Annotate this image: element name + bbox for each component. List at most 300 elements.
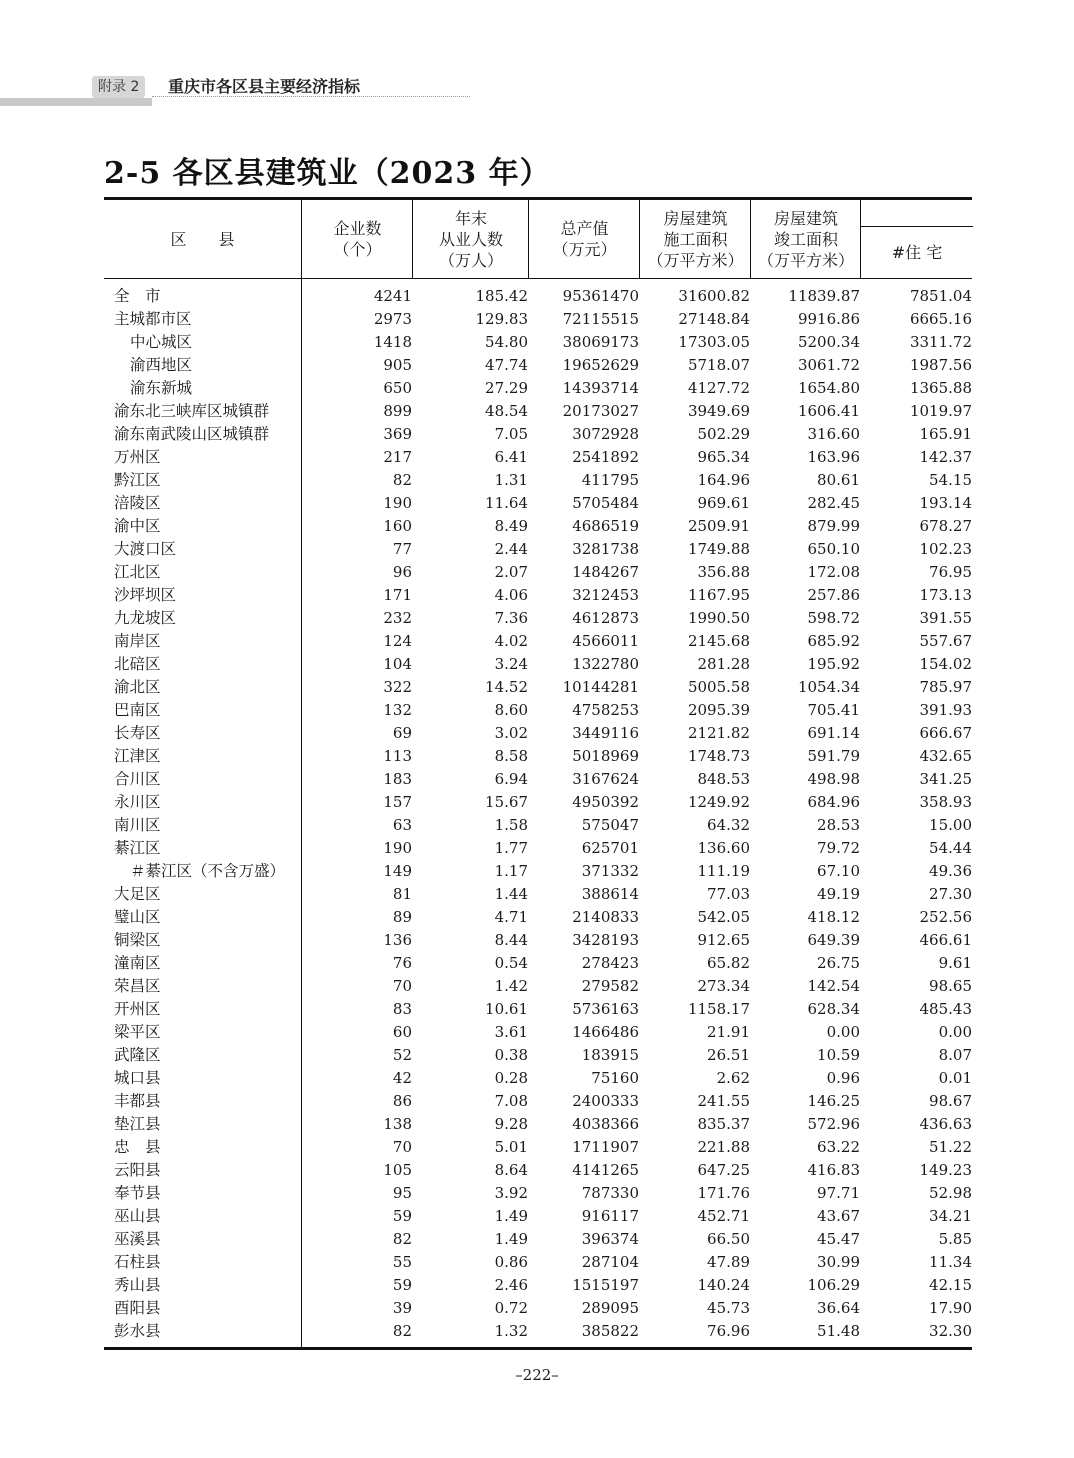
cell-enterprises: 70 <box>392 977 412 995</box>
table-row <box>104 423 972 446</box>
cell-enterprises: 217 <box>383 448 412 466</box>
cell-employees: 1.49 <box>494 1230 528 1248</box>
table-row <box>104 354 972 377</box>
cell-district: 彭水县 <box>114 1322 161 1340</box>
cell-employees: 0.86 <box>494 1253 528 1271</box>
table-row <box>104 1044 972 1067</box>
cell-completed-area: 80.61 <box>817 471 860 489</box>
cell-district: 荣昌区 <box>114 977 161 995</box>
cell-output: 4141265 <box>572 1161 639 1179</box>
cell-completed-area: 572.96 <box>807 1115 860 1133</box>
cell-output: 1322780 <box>572 655 639 673</box>
cell-enterprises: 76 <box>392 954 412 972</box>
cell-district: 永川区 <box>114 793 161 811</box>
header-completed-area: 房屋建筑 竣工面积 （万平方米） <box>750 200 861 278</box>
cell-construction-area: 356.88 <box>697 563 750 581</box>
cell-construction-area: 241.55 <box>697 1092 750 1110</box>
cell-housing: 9.61 <box>938 954 972 972</box>
cell-completed-area: 67.10 <box>817 862 860 880</box>
page-number: –222– <box>515 1366 559 1384</box>
cell-housing: 15.00 <box>929 816 972 834</box>
cell-employees: 1.58 <box>494 816 528 834</box>
cell-output: 3428193 <box>572 931 639 949</box>
cell-enterprises: 77 <box>392 540 412 558</box>
cell-enterprises: 70 <box>392 1138 412 1156</box>
cell-district: 武隆区 <box>114 1046 161 1064</box>
cell-district: 中心城区 <box>130 333 193 351</box>
cell-district: 南岸区 <box>114 632 161 650</box>
cell-housing: 391.93 <box>919 701 972 719</box>
cell-output: 3281738 <box>572 540 639 558</box>
cell-construction-area: 835.37 <box>697 1115 750 1133</box>
cell-completed-area: 45.47 <box>817 1230 860 1248</box>
cell-construction-area: 4127.72 <box>687 379 750 397</box>
header-construction-area: 房屋建筑 施工面积 （万平方米） <box>639 200 751 278</box>
cell-district: 渝东新城 <box>130 379 193 397</box>
cell-district: 江津区 <box>114 747 161 765</box>
cell-enterprises: 369 <box>383 425 412 443</box>
cell-employees: 4.71 <box>494 908 528 926</box>
cell-construction-area: 27148.84 <box>678 310 750 328</box>
cell-enterprises: 82 <box>392 1230 412 1248</box>
cell-employees: 3.61 <box>494 1023 528 1041</box>
cell-district: 大足区 <box>114 885 161 903</box>
cell-district: 巫溪县 <box>114 1230 161 1248</box>
cell-enterprises: 86 <box>392 1092 412 1110</box>
cell-completed-area: 705.41 <box>807 701 860 719</box>
cell-employees: 8.44 <box>494 931 528 949</box>
cell-employees: 1.31 <box>494 471 528 489</box>
cell-construction-area: 21.91 <box>707 1023 750 1041</box>
cell-housing: 154.02 <box>919 655 972 673</box>
table-row <box>104 538 972 561</box>
cell-housing: 0.00 <box>938 1023 972 1041</box>
cell-output: 279582 <box>581 977 639 995</box>
cell-employees: 5.01 <box>494 1138 528 1156</box>
cell-output: 1515197 <box>572 1276 639 1294</box>
cell-district: 九龙坡区 <box>114 609 177 627</box>
cell-employees: 47.74 <box>485 356 528 374</box>
cell-completed-area: 11839.87 <box>788 287 860 305</box>
cell-employees: 10.61 <box>485 1000 528 1018</box>
cell-employees: 129.83 <box>475 310 528 328</box>
cell-completed-area: 195.92 <box>807 655 860 673</box>
cell-construction-area: 164.96 <box>697 471 750 489</box>
cell-housing: 102.23 <box>919 540 972 558</box>
cell-completed-area: 79.72 <box>817 839 860 857</box>
cell-enterprises: 232 <box>383 609 412 627</box>
cell-output: 2541892 <box>572 448 639 466</box>
cell-district: 涪陵区 <box>114 494 161 512</box>
table-row <box>104 308 972 331</box>
cell-output: 396374 <box>581 1230 639 1248</box>
table-row <box>104 1297 972 1320</box>
cell-enterprises: 69 <box>392 724 412 742</box>
cell-completed-area: 30.99 <box>817 1253 860 1271</box>
cell-completed-area: 43.67 <box>817 1207 860 1225</box>
table-row <box>104 377 972 400</box>
cell-completed-area: 598.72 <box>807 609 860 627</box>
table-row <box>104 883 972 906</box>
cell-enterprises: 39 <box>392 1299 412 1317</box>
cell-construction-area: 1990.50 <box>687 609 750 627</box>
cell-employees: 8.49 <box>494 517 528 535</box>
cell-district: 秀山县 <box>114 1276 161 1294</box>
cell-construction-area: 31600.82 <box>678 287 750 305</box>
cell-employees: 1.42 <box>494 977 528 995</box>
cell-employees: 54.80 <box>485 333 528 351</box>
cell-output: 75160 <box>591 1069 639 1087</box>
cell-construction-area: 47.89 <box>707 1253 750 1271</box>
cell-completed-area: 416.83 <box>807 1161 860 1179</box>
running-header-title: 重庆市各区县主要经济指标 <box>168 77 361 96</box>
table-body <box>104 279 972 1347</box>
cell-construction-area: 281.28 <box>697 655 750 673</box>
cell-enterprises: 149 <box>383 862 412 880</box>
cell-completed-area: 257.86 <box>807 586 860 604</box>
table-row <box>104 1021 972 1044</box>
cell-completed-area: 1654.80 <box>797 379 860 397</box>
cell-construction-area: 848.53 <box>697 770 750 788</box>
cell-output: 3212453 <box>572 586 639 604</box>
table-row <box>104 561 972 584</box>
cell-housing: 51.22 <box>929 1138 972 1156</box>
cell-housing: 1987.56 <box>909 356 972 374</box>
cell-district: 丰都县 <box>114 1092 161 1110</box>
cell-housing: 11.34 <box>929 1253 972 1271</box>
table-row <box>104 400 972 423</box>
cell-construction-area: 140.24 <box>697 1276 750 1294</box>
table-row <box>104 952 972 975</box>
cell-employees: 1.77 <box>494 839 528 857</box>
cell-housing: 165.91 <box>919 425 972 443</box>
cell-completed-area: 650.10 <box>807 540 860 558</box>
cell-district: 潼南区 <box>114 954 161 972</box>
table-row <box>104 929 972 952</box>
cell-employees: 0.72 <box>494 1299 528 1317</box>
cell-construction-area: 542.05 <box>697 908 750 926</box>
cell-completed-area: 63.22 <box>817 1138 860 1156</box>
table-row <box>104 1090 972 1113</box>
cell-output: 19652629 <box>562 356 639 374</box>
cell-employees: 9.28 <box>494 1115 528 1133</box>
cell-enterprises: 190 <box>383 494 412 512</box>
cell-housing: 34.21 <box>929 1207 972 1225</box>
table-row <box>104 1159 972 1182</box>
header-housing: #住 宅 <box>861 226 973 278</box>
cell-completed-area: 691.14 <box>807 724 860 742</box>
cell-enterprises: 113 <box>383 747 412 765</box>
cell-construction-area: 1158.17 <box>687 1000 750 1018</box>
cell-completed-area: 106.29 <box>807 1276 860 1294</box>
cell-district: 石柱县 <box>114 1253 161 1271</box>
cell-district: 渝中区 <box>114 517 161 535</box>
cell-district: 万州区 <box>114 448 161 466</box>
cell-district: 忠 县 <box>114 1138 161 1156</box>
cell-employees: 3.02 <box>494 724 528 742</box>
cell-construction-area: 5005.58 <box>687 678 750 696</box>
cell-employees: 6.94 <box>494 770 528 788</box>
cell-output: 3072928 <box>572 425 639 443</box>
cell-district: 巴南区 <box>114 701 161 719</box>
cell-enterprises: 55 <box>392 1253 412 1271</box>
cell-employees: 2.07 <box>494 563 528 581</box>
header-district: 区 县 <box>170 229 235 249</box>
cell-housing: 149.23 <box>919 1161 972 1179</box>
cell-construction-area: 969.61 <box>697 494 750 512</box>
cell-completed-area: 591.79 <box>807 747 860 765</box>
cell-construction-area: 136.60 <box>697 839 750 857</box>
cell-output: 1466486 <box>572 1023 639 1041</box>
table-row <box>104 492 972 515</box>
cell-district: 渝东南武陵山区城镇群 <box>114 425 270 443</box>
cell-construction-area: 3949.69 <box>687 402 750 420</box>
header-bar <box>0 98 152 106</box>
cell-construction-area: 1749.88 <box>687 540 750 558</box>
cell-housing: 17.90 <box>929 1299 972 1317</box>
cell-output: 1484267 <box>572 563 639 581</box>
cell-district: 铜梁区 <box>114 931 161 949</box>
cell-housing: 0.01 <box>938 1069 972 1087</box>
cell-housing: 193.14 <box>919 494 972 512</box>
cell-employees: 15.67 <box>485 793 528 811</box>
cell-construction-area: 66.50 <box>707 1230 750 1248</box>
cell-enterprises: 59 <box>392 1276 412 1294</box>
cell-completed-area: 36.64 <box>817 1299 860 1317</box>
cell-employees: 0.28 <box>494 1069 528 1087</box>
cell-completed-area: 418.12 <box>807 908 860 926</box>
cell-employees: 1.32 <box>494 1322 528 1340</box>
cell-district: 南川区 <box>114 816 161 834</box>
cell-district: 云阳县 <box>114 1161 161 1179</box>
cell-construction-area: 26.51 <box>707 1046 750 1064</box>
table-row <box>104 331 972 354</box>
cell-enterprises: 322 <box>383 678 412 696</box>
cell-output: 4686519 <box>572 517 639 535</box>
cell-completed-area: 649.39 <box>807 931 860 949</box>
cell-enterprises: 1418 <box>373 333 412 351</box>
cell-district: 沙坪坝区 <box>114 586 177 604</box>
cell-employees: 3.24 <box>494 655 528 673</box>
cell-construction-area: 2095.39 <box>687 701 750 719</box>
cell-employees: 27.29 <box>485 379 528 397</box>
cell-housing: 436.63 <box>919 1115 972 1133</box>
cell-output: 5018969 <box>572 747 639 765</box>
cell-construction-area: 2145.68 <box>687 632 750 650</box>
cell-employees: 14.52 <box>485 678 528 696</box>
cell-construction-area: 912.65 <box>697 931 750 949</box>
cell-enterprises: 650 <box>383 379 412 397</box>
cell-output: 4950392 <box>572 793 639 811</box>
cell-completed-area: 3061.72 <box>797 356 860 374</box>
cell-completed-area: 28.53 <box>817 816 860 834</box>
cell-district: 奉节县 <box>114 1184 161 1202</box>
table-row <box>104 998 972 1021</box>
cell-output: 916117 <box>581 1207 639 1225</box>
cell-output: 385822 <box>581 1322 639 1340</box>
cell-construction-area: 502.29 <box>697 425 750 443</box>
cell-employees: 11.64 <box>485 494 528 512</box>
cell-output: 183915 <box>581 1046 639 1064</box>
cell-enterprises: 95 <box>392 1184 412 1202</box>
cell-housing: 76.95 <box>929 563 972 581</box>
cell-completed-area: 0.00 <box>826 1023 860 1041</box>
table-row <box>104 1067 972 1090</box>
cell-employees: 4.02 <box>494 632 528 650</box>
construction-table <box>104 197 972 1350</box>
cell-housing: 391.55 <box>919 609 972 627</box>
table-row <box>104 469 972 492</box>
cell-construction-area: 111.19 <box>697 862 750 880</box>
cell-construction-area: 1167.95 <box>687 586 750 604</box>
cell-enterprises: 82 <box>392 471 412 489</box>
cell-employees: 3.92 <box>494 1184 528 1202</box>
cell-output: 575047 <box>581 816 639 834</box>
cell-enterprises: 60 <box>392 1023 412 1041</box>
cell-housing: 341.25 <box>919 770 972 788</box>
cell-district: 渝东北三峡库区城镇群 <box>114 402 270 420</box>
cell-employees: 7.08 <box>494 1092 528 1110</box>
table-row <box>104 791 972 814</box>
cell-enterprises: 2973 <box>373 310 412 328</box>
cell-completed-area: 628.34 <box>807 1000 860 1018</box>
cell-completed-area: 498.98 <box>807 770 860 788</box>
cell-output: 2140833 <box>572 908 639 926</box>
cell-housing: 173.13 <box>919 586 972 604</box>
cell-housing: 98.65 <box>929 977 972 995</box>
cell-enterprises: 83 <box>392 1000 412 1018</box>
cell-construction-area: 452.71 <box>697 1207 750 1225</box>
header-employees: 年末 从业人数 （万人） <box>412 200 529 278</box>
cell-housing: 485.43 <box>919 1000 972 1018</box>
cell-housing: 3311.72 <box>909 333 972 351</box>
table-row <box>104 1113 972 1136</box>
cell-completed-area: 5200.34 <box>797 333 860 351</box>
cell-output: 625701 <box>581 839 639 857</box>
cell-housing: 54.44 <box>929 839 972 857</box>
cell-enterprises: 136 <box>383 931 412 949</box>
cell-construction-area: 647.25 <box>697 1161 750 1179</box>
cell-completed-area: 1054.34 <box>797 678 860 696</box>
cell-district: 酉阳县 <box>114 1299 161 1317</box>
cell-enterprises: 82 <box>392 1322 412 1340</box>
cell-output: 3449116 <box>572 724 639 742</box>
cell-output: 5705484 <box>572 494 639 512</box>
cell-enterprises: 42 <box>392 1069 412 1087</box>
table-row <box>104 446 972 469</box>
table-row <box>104 1320 972 1343</box>
cell-output: 5736163 <box>572 1000 639 1018</box>
cell-enterprises: 63 <box>392 816 412 834</box>
cell-output: 411795 <box>581 471 639 489</box>
table-row <box>104 1251 972 1274</box>
cell-housing: 42.15 <box>929 1276 972 1294</box>
cell-output: 38069173 <box>562 333 639 351</box>
cell-construction-area: 65.82 <box>707 954 750 972</box>
cell-enterprises: 124 <box>383 632 412 650</box>
cell-housing: 358.93 <box>919 793 972 811</box>
cell-housing: 52.98 <box>929 1184 972 1202</box>
cell-completed-area: 0.96 <box>826 1069 860 1087</box>
table-row <box>104 837 972 860</box>
cell-enterprises: 899 <box>383 402 412 420</box>
cell-housing: 54.15 <box>929 471 972 489</box>
cell-construction-area: 273.34 <box>697 977 750 995</box>
cell-housing: 32.30 <box>929 1322 972 1340</box>
cell-district: 全 市 <box>114 287 161 305</box>
cell-completed-area: 684.96 <box>807 793 860 811</box>
cell-output: 787330 <box>581 1184 639 1202</box>
cell-housing: 7851.04 <box>909 287 972 305</box>
cell-completed-area: 879.99 <box>807 517 860 535</box>
cell-construction-area: 64.32 <box>707 816 750 834</box>
table-row <box>104 1136 972 1159</box>
cell-housing: 27.30 <box>929 885 972 903</box>
cell-completed-area: 26.75 <box>817 954 860 972</box>
cell-output: 10144281 <box>562 678 639 696</box>
cell-completed-area: 282.45 <box>807 494 860 512</box>
cell-output: 388614 <box>581 885 639 903</box>
cell-enterprises: 132 <box>383 701 412 719</box>
cell-completed-area: 97.71 <box>817 1184 860 1202</box>
cell-employees: 1.44 <box>494 885 528 903</box>
cell-employees: 2.46 <box>494 1276 528 1294</box>
cell-housing: 49.36 <box>929 862 972 880</box>
cell-housing: 1365.88 <box>909 379 972 397</box>
cell-completed-area: 142.54 <box>807 977 860 995</box>
cell-completed-area: 49.19 <box>817 885 860 903</box>
cell-employees: 8.60 <box>494 701 528 719</box>
cell-completed-area: 172.08 <box>807 563 860 581</box>
cell-enterprises: 89 <box>392 908 412 926</box>
cell-output: 287104 <box>581 1253 639 1271</box>
cell-output: 72115515 <box>562 310 639 328</box>
cell-enterprises: 905 <box>383 356 412 374</box>
cell-housing: 6665.16 <box>909 310 972 328</box>
cell-output: 371332 <box>581 862 639 880</box>
cell-district: 大渡口区 <box>114 540 177 558</box>
cell-employees: 0.38 <box>494 1046 528 1064</box>
cell-completed-area: 316.60 <box>807 425 860 443</box>
cell-construction-area: 17303.05 <box>678 333 750 351</box>
cell-output: 95361470 <box>562 287 639 305</box>
cell-housing: 557.67 <box>919 632 972 650</box>
cell-district: 梁平区 <box>114 1023 161 1041</box>
cell-employees: 2.44 <box>494 540 528 558</box>
cell-enterprises: 138 <box>383 1115 412 1133</box>
cell-output: 14393714 <box>562 379 639 397</box>
table-row <box>104 630 972 653</box>
cell-enterprises: 105 <box>383 1161 412 1179</box>
cell-output: 4566011 <box>572 632 639 650</box>
cell-output: 289095 <box>581 1299 639 1317</box>
table-row <box>104 814 972 837</box>
cell-district: 江北区 <box>114 563 161 581</box>
cell-district: ＃綦江区（不含万盛） <box>130 862 286 880</box>
cell-district: 璧山区 <box>114 908 161 926</box>
header-output: 总产值 （万元） <box>528 200 640 278</box>
cell-output: 4038366 <box>572 1115 639 1133</box>
cell-employees: 1.49 <box>494 1207 528 1225</box>
cell-employees: 185.42 <box>475 287 528 305</box>
cell-district: 开州区 <box>114 1000 161 1018</box>
cell-enterprises: 81 <box>392 885 412 903</box>
cell-district: 主城都市区 <box>114 310 192 328</box>
cell-enterprises: 171 <box>383 586 412 604</box>
cell-completed-area: 163.96 <box>807 448 860 466</box>
cell-housing: 678.27 <box>919 517 972 535</box>
header-enterprises: 企业数 （个） <box>301 200 413 278</box>
